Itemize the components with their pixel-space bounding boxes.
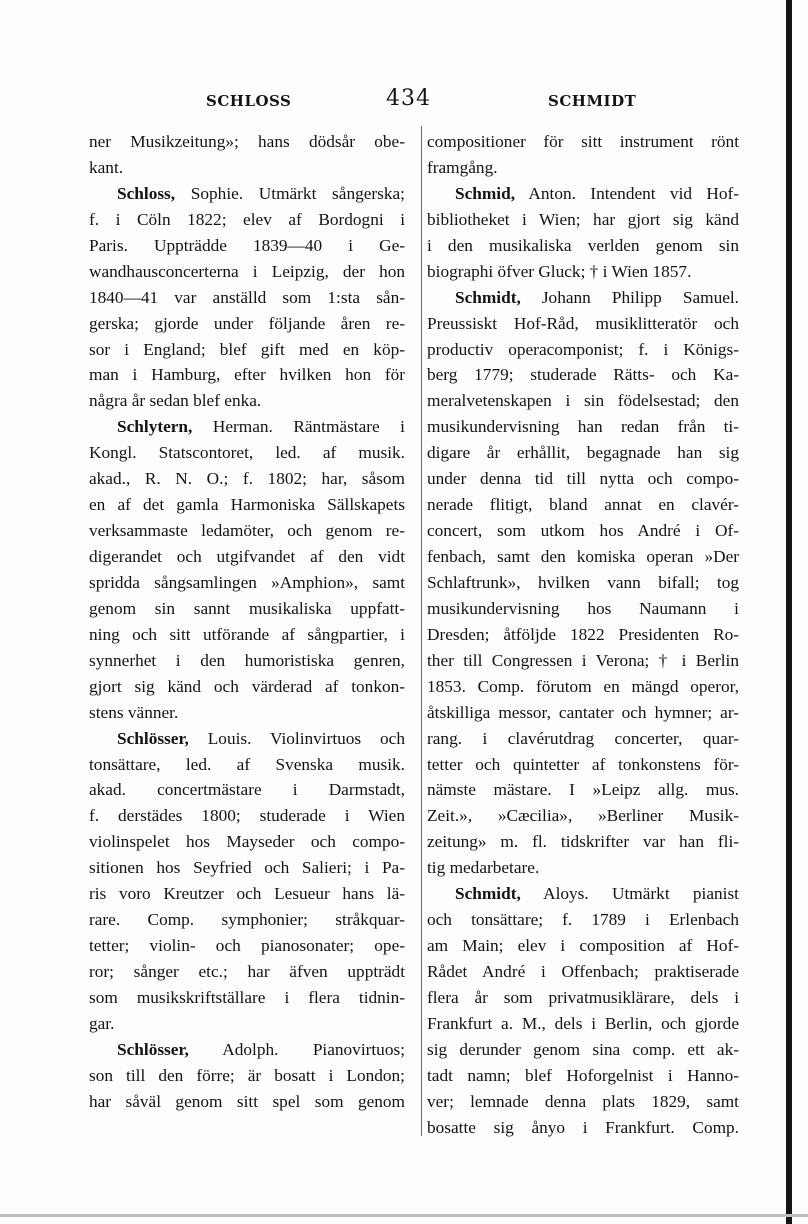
text-line	[89, 803, 405, 829]
text-line	[89, 726, 405, 752]
line-text: f. i Cöln 1822; elev af Bordogni i	[89, 209, 405, 229]
column-divider	[421, 126, 422, 1136]
text-line	[89, 752, 405, 778]
text-line	[427, 726, 739, 752]
entry-headword: Schlytern,	[117, 417, 193, 437]
text-line	[89, 466, 405, 492]
text-line	[427, 596, 739, 622]
line-text: i den musikaliska verlden genom sin	[427, 235, 739, 255]
line-text: digerandet och utgifvandet af den vidt	[89, 547, 405, 566]
text-line	[427, 337, 739, 363]
line-text: genom sin sannt musikaliska uppfatt-	[89, 598, 405, 618]
line-text: berg 1779; studerade Rätts- och Ka-	[427, 365, 739, 385]
text-line	[427, 622, 739, 648]
line-text: fenbach, samt den komiska operan »Der	[427, 547, 739, 566]
entry-headword: Schmidt,	[455, 884, 521, 904]
line-text: under denna tid till nytta och compo-	[427, 469, 739, 489]
line-text: stens vänner.	[89, 702, 179, 722]
text-line	[427, 388, 739, 414]
line-text: compositioner för sitt instrument rönt	[427, 132, 739, 151]
line-text: framgång.	[427, 157, 498, 177]
line-text: flera år som privatmusiklärare, dels i	[427, 987, 739, 1007]
line-text: nerade flitigt, bland annat en clavér-	[427, 495, 739, 515]
text-line	[427, 311, 739, 337]
line-text: musikundervisning han redan från ti-	[427, 417, 739, 437]
text-line	[89, 259, 405, 285]
text-line	[427, 1011, 739, 1037]
text-line	[427, 674, 739, 700]
entry-headword: Schlösser,	[117, 728, 189, 748]
line-text: productiv operacomponist; f. i Königs-	[427, 339, 739, 359]
line-text: Aloys. Utmärkt pianist	[520, 884, 739, 904]
line-text: f. derstädes 1800; studerade i Wien	[89, 806, 405, 826]
text-line	[89, 544, 405, 570]
text-line	[89, 1011, 405, 1037]
text-line	[427, 907, 739, 933]
text-line	[89, 674, 405, 700]
text-line	[89, 311, 405, 337]
text-line	[427, 1089, 739, 1115]
line-text: har såväl genom sitt spel som genom	[89, 1091, 405, 1111]
text-line	[427, 1063, 739, 1089]
line-text: åtskilliga messor, cantater och hymner; ar-	[427, 702, 739, 722]
text-line	[89, 492, 405, 518]
text-line	[427, 933, 739, 959]
line-text: nämste mästare. I »Leipz allg. mus.	[427, 780, 739, 800]
line-text: gerska; gjorde under följande åren re-	[89, 313, 405, 333]
line-text: synnerhet i den humoristiska genren,	[89, 650, 405, 670]
text-line	[89, 1063, 405, 1089]
line-text: gar.	[89, 1013, 115, 1033]
text-line	[89, 518, 405, 544]
line-text: wandhausconcerterna i Leipzig, der hon	[89, 261, 405, 281]
line-text: Johann Philipp Samuel.	[520, 287, 739, 307]
line-text: och tonsättare; f. 1789 i Erlenbach	[427, 910, 739, 930]
page-bottom-edge	[0, 1214, 808, 1217]
text-line	[89, 1037, 405, 1063]
line-text: gjort sig känd och värderad af tonkon-	[89, 676, 405, 696]
entry-headword: Schmidt,	[455, 287, 521, 307]
text-line	[89, 1089, 405, 1115]
page-edge-shadow	[786, 0, 792, 1224]
line-text: Anton. Intendent vid Hof-	[515, 183, 739, 203]
text-line	[427, 155, 739, 181]
line-text: tadt namn; blef Hoforgelnist i Hanno-	[427, 1065, 739, 1085]
text-line	[427, 985, 739, 1011]
text-line	[427, 959, 739, 985]
text-line	[427, 1037, 739, 1063]
line-text: rare. Comp. symphonier; stråkquar-	[89, 910, 405, 930]
text-line	[89, 207, 405, 233]
line-text: Sophie. Utmärkt sångerska;	[175, 183, 405, 203]
text-line	[89, 855, 405, 881]
running-header	[0, 86, 786, 116]
line-text: concert, som utkom hos André i Of-	[427, 521, 739, 541]
line-text: tetter och quintetter af tonkonstens för-	[427, 754, 739, 774]
page-number: 434	[386, 86, 431, 111]
text-line	[89, 648, 405, 674]
line-text: man i Hamburg, efter hvilken hon för	[89, 365, 405, 385]
line-text: bosatte sig ånyo i Frankfurt. Comp.	[427, 1117, 739, 1137]
line-text: am Main; elev i composition af Hof-	[427, 936, 739, 956]
text-line	[89, 777, 405, 803]
text-line	[89, 700, 405, 726]
line-text: tonsättare, led. af Svenska musik.	[89, 754, 405, 774]
entry-headword: Schmid,	[455, 183, 516, 203]
right-column	[427, 129, 739, 1141]
line-text: Kongl. Statscontoret, led. af musik.	[89, 443, 405, 463]
line-text: akad., R. N. O.; f. 1802; har, såsom	[89, 469, 405, 489]
line-text: musikundervisning hos Naumann i	[427, 598, 739, 618]
text-line	[89, 440, 405, 466]
text-line	[89, 233, 405, 259]
text-line	[89, 959, 405, 985]
text-line	[89, 622, 405, 648]
text-line	[89, 155, 405, 181]
line-text: ver; lemnade denna plats 1829, samt	[427, 1091, 739, 1111]
line-text: akad. concertmästare i Darmstadt,	[89, 780, 405, 800]
text-line	[427, 233, 739, 259]
text-line	[427, 414, 739, 440]
line-text: Paris. Uppträdde 1839—40 i Ge-	[89, 235, 405, 255]
entry-headword: Schloss,	[117, 183, 176, 203]
line-text: några år sedan blef enka.	[89, 391, 262, 411]
text-line	[427, 440, 739, 466]
text-line	[89, 985, 405, 1011]
entry-headword: Schlösser,	[117, 1039, 189, 1059]
line-text: Frankfurt a. M., dels i Berlin, och gjorde	[427, 1013, 739, 1033]
line-text: Louis. Violinvirtuos och	[188, 728, 405, 748]
text-line	[427, 752, 739, 778]
text-line	[427, 648, 739, 674]
line-text: Adolph. Pianovirtuos;	[188, 1039, 405, 1059]
text-line	[89, 907, 405, 933]
line-text: spridda sångsamlingen »Amphion», samt	[89, 572, 405, 592]
text-line	[89, 881, 405, 907]
line-text: kant.	[89, 157, 124, 177]
text-line	[427, 829, 739, 855]
line-text: 1853. Comp. förutom en mängd operor,	[427, 676, 739, 696]
line-text: som musikskriftställare i flera tidnin-	[89, 987, 405, 1007]
line-text: Rådet André i Offenbach; praktiserade	[427, 962, 739, 981]
line-text: zeitung» m. fl. tidskrifter var han fli-	[427, 832, 739, 852]
line-text: son till den förre; är bosatt i London;	[89, 1065, 405, 1085]
text-line	[89, 414, 405, 440]
text-line	[427, 181, 739, 207]
text-line	[89, 388, 405, 414]
line-text: sor i England; blef gift med en köp-	[89, 339, 405, 359]
text-line	[427, 881, 739, 907]
text-line	[427, 700, 739, 726]
line-text: ner Musikzeitung»; hans dödsår obe-	[89, 132, 405, 151]
text-line	[89, 829, 405, 855]
text-line	[89, 596, 405, 622]
header-right-word: SCHMIDT	[548, 92, 637, 110]
line-text: rang. i clavérutdrag concerter, quar-	[427, 728, 739, 748]
text-line	[427, 570, 739, 596]
left-column	[89, 129, 405, 1115]
text-line	[427, 492, 739, 518]
text-line	[89, 181, 405, 207]
line-text: biographi öfver Gluck; † i Wien 1857.	[427, 261, 692, 281]
line-text: Dresden; åtföljde 1822 Presidenten Ro-	[427, 624, 739, 644]
text-line	[89, 362, 405, 388]
line-text: ror; sånger etc.; har äfven uppträdt	[89, 962, 405, 981]
text-line	[427, 803, 739, 829]
header-left-word: SCHLOSS	[206, 92, 292, 110]
line-text: digare år erhållit, begagnade han sig	[427, 443, 739, 463]
text-line	[89, 933, 405, 959]
text-line	[427, 518, 739, 544]
line-text: Zeit.», »Cæcilia», »Berliner Musik-	[427, 806, 739, 826]
text-line	[89, 570, 405, 596]
line-text: en af det gamla Harmoniska Sällskapets	[89, 495, 405, 515]
text-line	[89, 129, 405, 155]
line-text: 1840—41 var anställd som 1:sta sån-	[89, 287, 405, 307]
line-text: tig medarbetare.	[427, 858, 540, 878]
text-line	[89, 337, 405, 363]
text-line	[427, 207, 739, 233]
line-text: ning och sitt utförande af sångpartier, i	[89, 624, 405, 644]
line-text: Herman. Räntmästare i	[192, 417, 405, 437]
text-line	[427, 259, 739, 285]
line-text: bibliotheket i Wien; har gjort sig känd	[427, 209, 739, 229]
line-text: Schlaftrunk», hvilken vann bifall; tog	[427, 572, 739, 592]
line-text: sitionen hos Seyfried och Salieri; i Pa-	[89, 858, 405, 878]
text-line	[427, 466, 739, 492]
text-line	[427, 362, 739, 388]
line-text: tetter; violin- och pianosonater; ope-	[89, 936, 405, 956]
line-text: meralvetenskapen i sin födelsestad; den	[427, 391, 739, 411]
line-text: verksammaste ledamöter, och genom re-	[89, 521, 405, 541]
line-text: violinspelet hos Mayseder och compo-	[89, 832, 405, 852]
text-line	[427, 1115, 739, 1141]
text-line	[427, 855, 739, 881]
text-line	[427, 285, 739, 311]
text-line	[427, 544, 739, 570]
line-text: Preussiskt Hof-Råd, musiklitteratör och	[427, 313, 739, 333]
text-line	[89, 285, 405, 311]
line-text: ther till Congressen i Verona; † i Berlin	[427, 650, 739, 670]
line-text: ris voro Kreutzer och Lesueur hans lä-	[89, 884, 405, 904]
text-line	[427, 129, 739, 155]
text-line	[427, 777, 739, 803]
line-text: sig derunder genom sina comp. ett ak-	[427, 1039, 739, 1059]
